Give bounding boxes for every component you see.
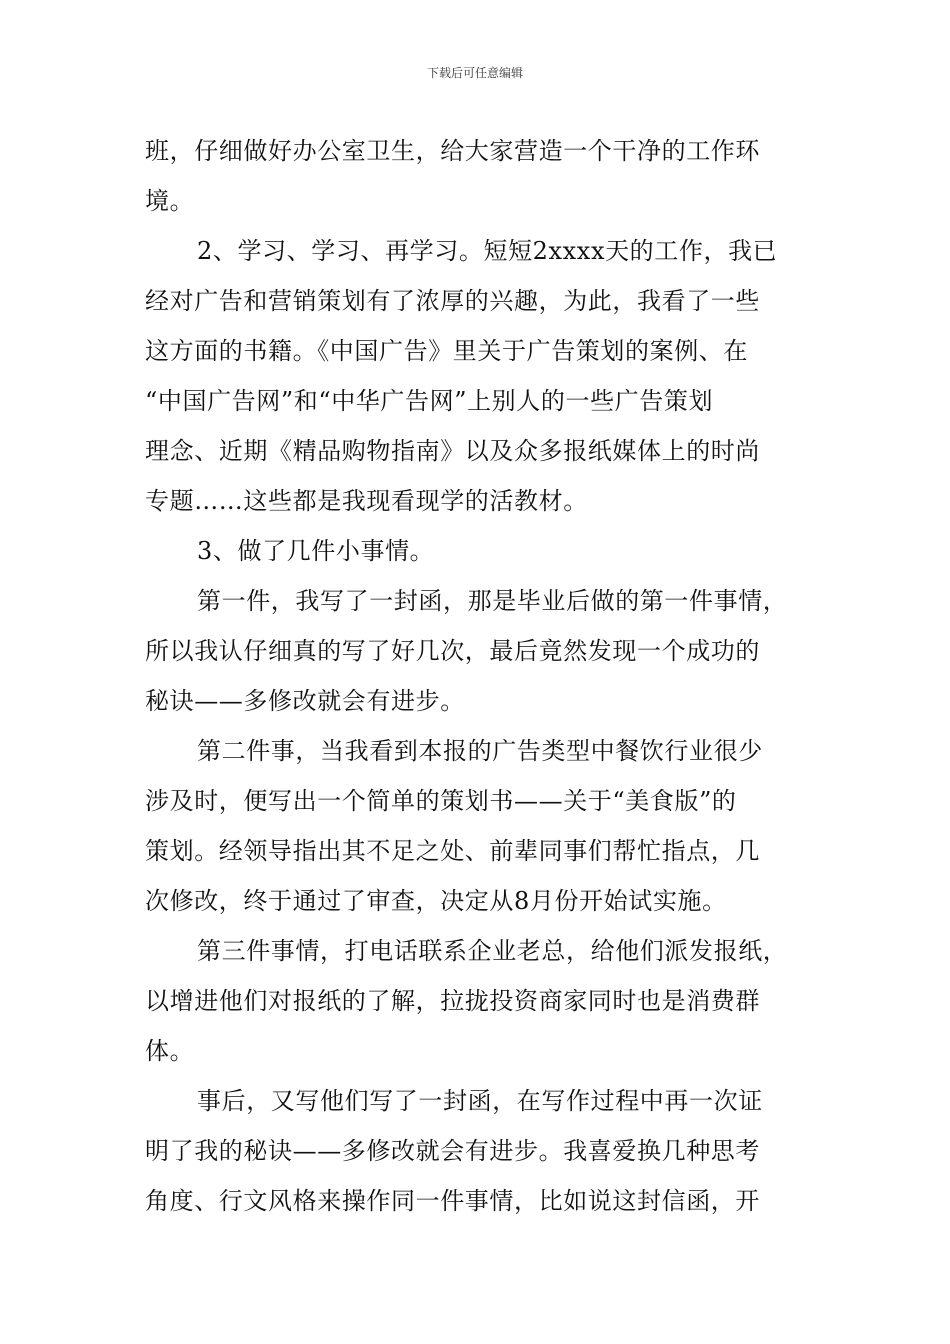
text-line: 所以我认仔细真的写了好几次，最后竟然发现一个成功的	[145, 637, 760, 665]
text-line: 经对广告和营销策划有了浓厚的兴趣，为此，我看了一些	[145, 287, 760, 315]
paragraph-start-line: 第二件事，当我看到本报的广告类型中餐饮行业很少	[197, 737, 763, 765]
text-line: 这方面的书籍。《中国广告》里关于广告策划的案例、在	[145, 337, 748, 365]
text-line: 角度、行文风格来操作同一件事情，比如说这封信函，开	[145, 1187, 760, 1215]
text-line: 次修改，终于通过了审查，决定从8月份开始试实施。	[145, 887, 727, 915]
text-line: 体。	[145, 1037, 195, 1065]
text-line: 明了我的秘诀——多修改就会有进步。我喜爱换几种思考	[145, 1137, 760, 1165]
text-line: 理念、近期《精品购物指南》以及众多报纸媒体上的时尚	[145, 437, 760, 465]
text-line: 专题……这些都是我现看现学的活教材。	[145, 487, 588, 515]
paragraph-start-line: 事后，又写他们写了一封函，在写作过程中再一次证	[197, 1087, 763, 1115]
paragraph-start-line: 第三件事情，打电话联系企业老总，给他们派发报纸，	[197, 937, 788, 965]
text-line: 以增进他们对报纸的了解，拉拢投资商家同时也是消费群	[145, 987, 760, 1015]
paragraph-start-line: 第一件，我写了一封函，那是毕业后做的第一件事情，	[197, 587, 788, 615]
text-line: 班，仔细做好办公室卫生，给大家营造一个干净的工作环	[145, 137, 760, 165]
paragraph-start-line: 3、做了几件小事情。	[197, 537, 435, 565]
text-line: “中国广告网”和“中华广告网”上别人的一些广告策划	[145, 387, 714, 415]
document-body	[145, 126, 810, 1226]
page-header: 下载后可任意编辑	[426, 66, 523, 80]
text-line: 策划。经领导指出其不足之处、前辈同事们帮忙指点，几	[145, 837, 760, 865]
text-line: 秘诀——多修改就会有进步。	[145, 687, 465, 715]
text-line: 境。	[145, 187, 195, 215]
text-line: 涉及时，便写出一个简单的策划书——关于“美食版”的	[145, 787, 737, 815]
paragraph-start-line: 2、学习、学习、再学习。短短2xxxx天的工作，我已	[197, 237, 778, 265]
